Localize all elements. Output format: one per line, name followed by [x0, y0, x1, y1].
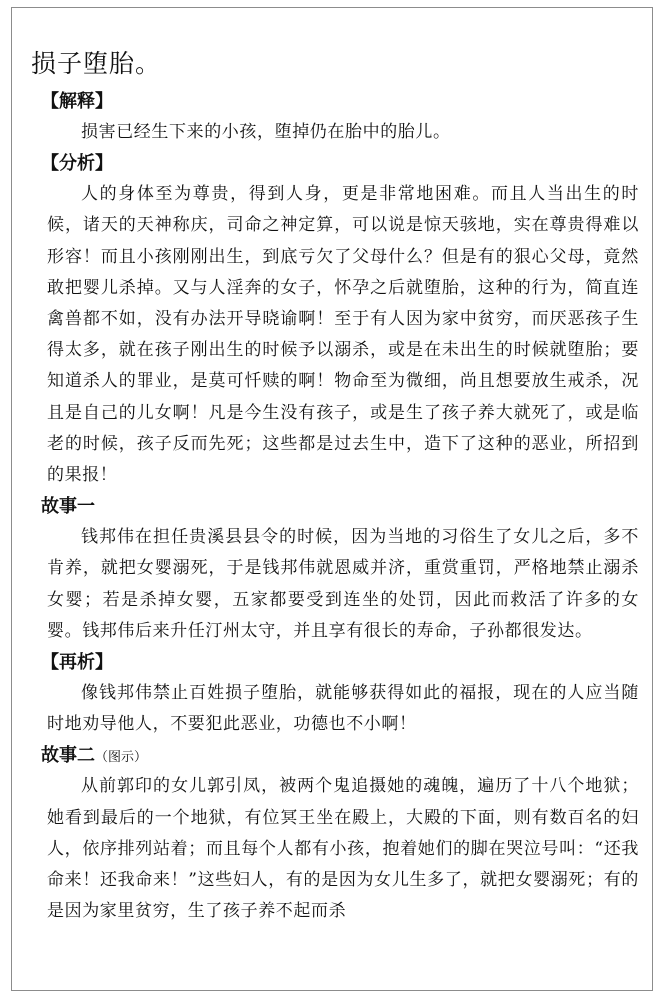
- section-text-reanalysis: 像钱邦伟禁止百姓损子堕胎，就能够获得如此的福报，现在的人应当随时地劝导他人，不要犯此恶业，功德也不小啊！: [47, 683, 639, 735]
- section-heading-reanalysis: 【再析】: [41, 652, 113, 674]
- story-two-label: 故事二: [41, 745, 95, 767]
- section-text-story-two: 从前郭印的女儿郭引凤，被两个鬼追摄她的魂魄，遍历了十八个地狱；她看到最后的一个地狱，有位冥王坐在殿上，大殿的下面，则有数百名的妇人，依序排列站着；而且每个人都有小孩，抱着她们的脚在哭泣号叫：“还我命来！还我命来！”这些妇人，有的是因为女儿生多了，就把女婴溺死；有的是因为家里贫穷，生了孩子养不起而杀: [47, 776, 639, 922]
- section-heading-analysis: 【分析】: [41, 153, 113, 175]
- story-two-note: （图示）: [95, 750, 148, 766]
- section-text-analysis: 人的身体至为尊贵，得到人身，更是非常地困难。而且人当出生的时候，诸天的天神称庆，司命之神定算，可以说是惊天骇地，实在尊贵得难以形容！而且小孩刚刚出生，到底亏欠了父母什么？但是有的狠心父母，竟然敢把婴儿杀掉。又与人淫奔的女子，怀孕之后就堕胎，这种的行为，简直连禽兽都不如，没有办法开导晓谕啊！至于有人因为家中贫穷，而厌恶孩子生得太多，就在孩子刚出生的时候予以溺杀，或是在未出生的时候就堕胎；要知道杀人的罪业，是莫可忏赎的啊！物命至为微细，尚且想要放生戒杀，况且是自己的儿女啊！凡是今生没有孩子，或是生了孩子养大就死了，或是临老的时候，孩子反而先死；这些都是过去生中，造下了这种的恶业，所招到的果报！: [47, 184, 639, 486]
- section-text-explanation: 损害已经生下来的小孩，堕掉仍在胎中的胎儿。: [81, 122, 451, 142]
- page-content: [31, 8, 639, 927]
- section-heading-story-one: 故事一: [41, 496, 95, 518]
- section-heading-story-two: [41, 740, 639, 771]
- page-title: 损子堕胎。: [31, 49, 162, 78]
- section-heading-explanation: 【解释】: [41, 91, 113, 112]
- section-text-story-one: 钱邦伟在担任贵溪县县令的时候，因为当地的习俗生了女儿之后，多不肯养，就把女婴溺死，于是钱邦伟就恩威并济，重赏重罚，严格地禁止溺杀女婴；若是杀掉女婴，五家都要受到连坐的处罚，因此而救活了许多的女婴。钱邦伟后来升任汀州太守，并且享有很长的寿命，子孙都很发达。: [47, 527, 639, 641]
- document-page: [11, 7, 653, 991]
